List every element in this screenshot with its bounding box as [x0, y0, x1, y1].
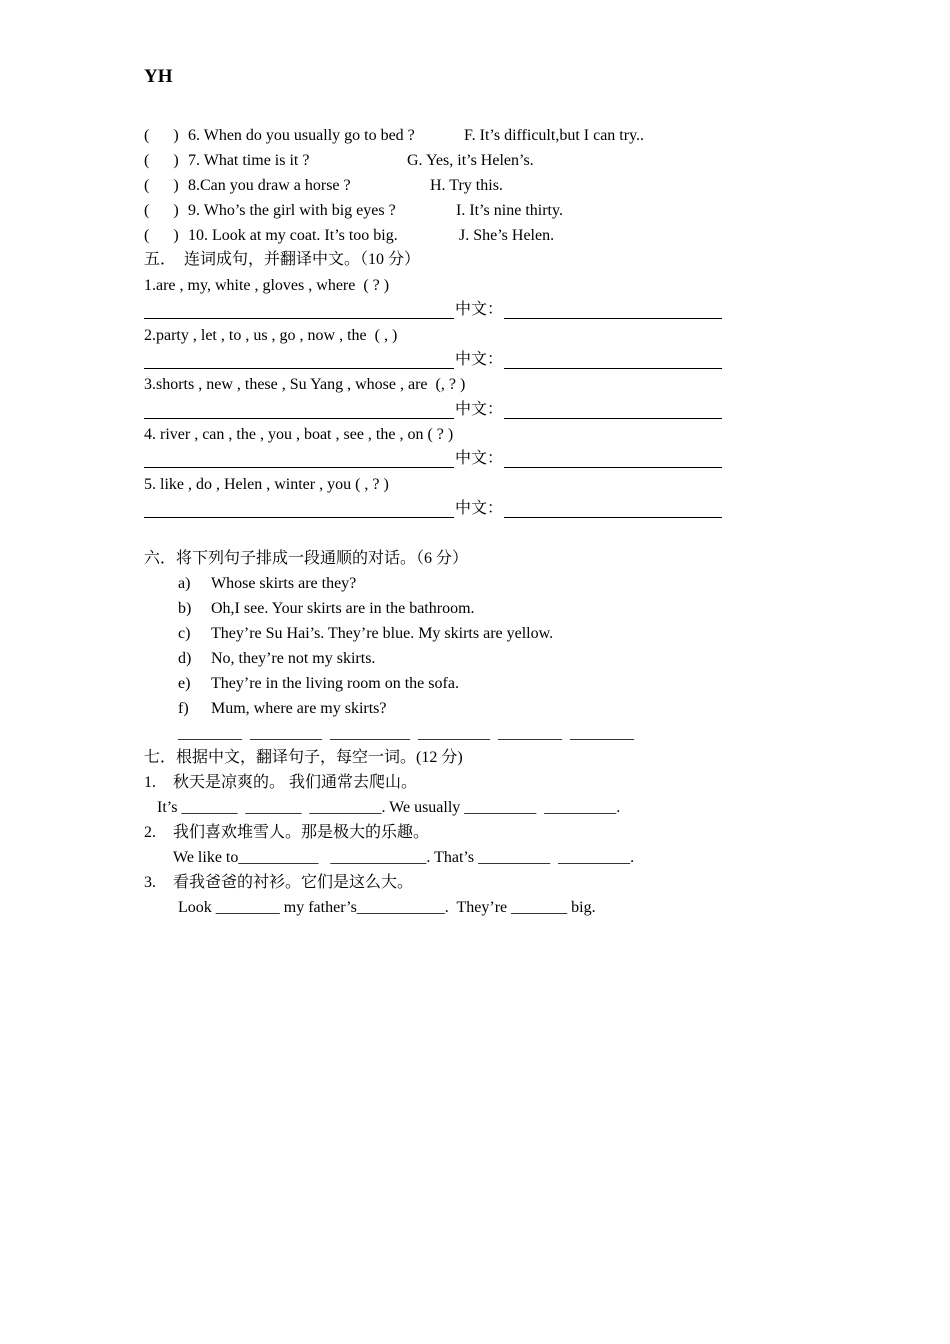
- scrambled-words: 4. river , can , the , you , boat , see , the , on ( ? ): [144, 426, 454, 443]
- scrambled-words: 2.party , let , to , us , go , now , the ( , ): [144, 327, 398, 344]
- answer-line: [144, 368, 454, 369]
- translation-line: [504, 418, 722, 419]
- section-5-title: 五． 连词成句，并翻译中文。（10 分）: [144, 251, 421, 268]
- matching-question: 9. Who’s the girl with big eyes ?: [188, 202, 396, 219]
- chinese-label: 中文：: [455, 401, 504, 418]
- english-fill-in: We like to__________ ____________. That’s _________ _________.: [173, 849, 635, 866]
- item-letter: d): [178, 650, 192, 667]
- chinese-label: 中文：: [455, 500, 504, 517]
- dialogue-sentence: Oh,I see. Your skirts are in the bathroom.: [211, 600, 475, 617]
- answer-paren: ( ): [144, 202, 179, 219]
- matching-question: 7. What time is it ?: [188, 152, 310, 169]
- translation-line: [504, 368, 722, 369]
- answer-line: [144, 318, 454, 319]
- answer-line: [144, 517, 454, 518]
- matching-answer: F. It’s difficult,but I can try..: [464, 127, 645, 144]
- answer-line: [144, 418, 454, 419]
- chinese-sentence: 看我爸爸的衬衫。它们是这么大。: [173, 874, 414, 891]
- chinese-sentence: 秋天是凉爽的。 我们通常去爬山。: [173, 774, 418, 791]
- translation-line: [504, 318, 722, 319]
- chinese-sentence: 我们喜欢堆雪人。那是极大的乐趣。: [173, 824, 430, 841]
- matching-answer: I. It’s nine thirty.: [456, 202, 563, 219]
- scrambled-words: 5. like , do , Helen , winter , you ( , ? ): [144, 476, 389, 493]
- matching-question: 6. When do you usually go to bed ?: [188, 127, 415, 144]
- chinese-label: 中文：: [455, 301, 504, 318]
- item-number: 3.: [144, 874, 156, 891]
- dialogue-sentence: They’re Su Hai’s. They’re blue. My skirts are yellow.: [211, 625, 554, 642]
- matching-answer: G. Yes, it’s Helen’s.: [407, 152, 534, 169]
- section-7-title: 七．根据中文，翻译句子，每空一词。(12 分): [144, 749, 463, 766]
- chinese-label: 中文：: [455, 450, 504, 467]
- translation-line: [504, 467, 722, 468]
- translation-line: [504, 517, 722, 518]
- english-fill-in: It’s _______ _______ _________. We usually _________ _________.: [157, 799, 621, 816]
- matching-answer: J. She’s Helen.: [459, 227, 555, 244]
- dialogue-sentence: No, they’re not my skirts.: [211, 650, 376, 667]
- item-letter: f): [178, 700, 189, 717]
- answer-paren: ( ): [144, 177, 179, 194]
- item-letter: c): [178, 625, 191, 642]
- item-letter: a): [178, 575, 191, 592]
- chinese-label: 中文：: [455, 351, 504, 368]
- matching-question: 10. Look at my coat. It’s too big.: [188, 227, 398, 244]
- matching-answer: H. Try this.: [430, 177, 503, 194]
- order-blanks: ________ _________ __________ _________ ________ ________: [178, 725, 634, 742]
- dialogue-sentence: They’re in the living room on the sofa.: [211, 675, 459, 692]
- dialogue-sentence: Mum, where are my skirts?: [211, 700, 387, 717]
- answer-paren: ( ): [144, 227, 179, 244]
- dialogue-sentence: Whose skirts are they?: [211, 575, 357, 592]
- scrambled-words: 1.are , my, white , gloves , where ( ? ): [144, 277, 390, 294]
- item-letter: e): [178, 675, 191, 692]
- scrambled-words: 3.shorts , new , these , Su Yang , whose , are (, ? ): [144, 376, 466, 393]
- item-number: 1.: [144, 774, 156, 791]
- page-header: YH: [144, 66, 173, 87]
- matching-question: 8.Can you draw a horse ?: [188, 177, 351, 194]
- answer-line: [144, 467, 454, 468]
- english-fill-in: Look ________ my father’s___________. They’re _______ big.: [178, 899, 596, 916]
- section-6-title: 六．将下列句子排成一段通顺的对话。（6 分）: [144, 550, 469, 567]
- answer-paren: ( ): [144, 152, 179, 169]
- answer-paren: ( ): [144, 127, 179, 144]
- item-letter: b): [178, 600, 192, 617]
- item-number: 2.: [144, 824, 156, 841]
